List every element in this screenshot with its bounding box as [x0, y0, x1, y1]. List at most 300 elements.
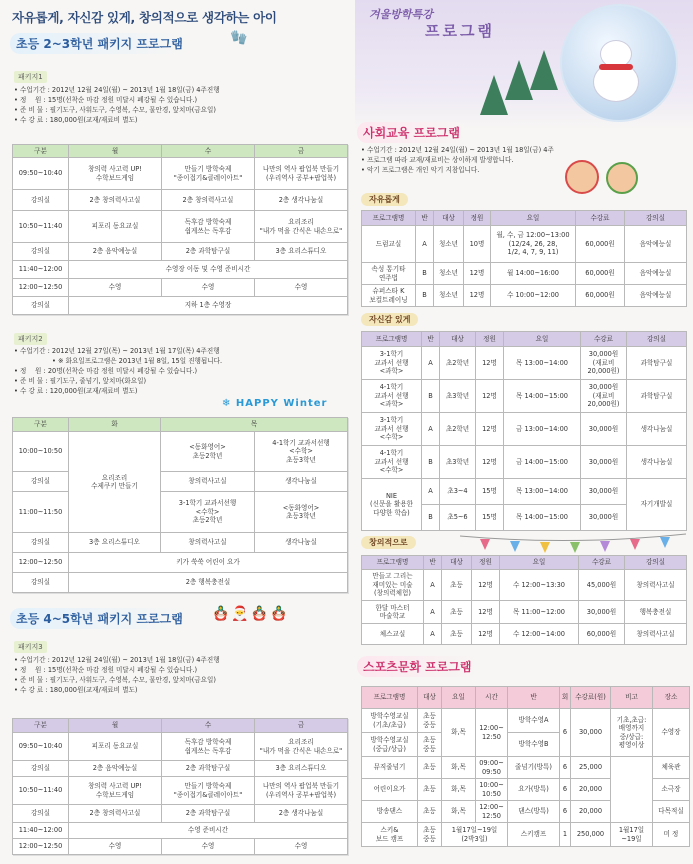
column-header: 프로그램명 — [362, 332, 422, 347]
free-table — [361, 210, 687, 307]
table-cell: 수영 준비시간 — [69, 823, 348, 839]
info-line: • 준 비 물 : 필기도구, 사워도구, 수영복, 수모, 물안경, 앞치마(금요일) — [14, 675, 220, 685]
table-cell: 10:50~11:40 — [13, 777, 69, 805]
table-row — [362, 380, 687, 413]
table-cell: B — [416, 263, 434, 285]
table-cell: 2층 과학탐구실 — [162, 805, 255, 823]
column-header: 정원 — [472, 556, 500, 570]
table-row — [13, 190, 348, 211]
column-header: 대상 — [418, 687, 442, 709]
table-cell: 12명 — [472, 624, 500, 645]
table-cell: 초등 중등 — [418, 709, 442, 733]
table-cell: 목 13:00~14:00 — [504, 347, 581, 380]
table-cell: 6 — [560, 801, 571, 823]
table-cell: 초3학년 — [440, 446, 476, 479]
table-cell: 15명 — [476, 505, 504, 531]
table-cell: 09:50~10:40 — [13, 733, 69, 761]
table-cell: 초등 — [418, 779, 442, 801]
table-cell: 수영장 이동 및 수영 준비시간 — [69, 261, 348, 279]
table-cell: 25,000 — [571, 757, 611, 779]
info-line: • 정 원 : 20명(선착순 마감 정원 미달시 폐강될 수 있습니다.) — [14, 366, 222, 376]
table-cell: 30,000원 — [581, 446, 627, 479]
table-cell: 피포리 동요교실 — [69, 211, 162, 243]
table-header — [362, 211, 687, 226]
info-line: • 수업기간 : 2012년 12월 24일(월) ~ 2013년 1월 18일(금) 4주진행 — [14, 85, 220, 95]
table-cell: A — [424, 601, 442, 624]
table-row — [13, 823, 348, 839]
table-cell: 초5~6 — [440, 505, 476, 531]
subhead-creative: 창의적으로 — [361, 536, 416, 549]
table-header — [362, 332, 687, 347]
table-cell: 생각나눔실 — [255, 533, 348, 553]
table-cell: A — [422, 479, 440, 505]
column-header: 정원 — [476, 332, 504, 347]
table-cell: 20,000 — [571, 779, 611, 801]
flag-icon — [540, 542, 550, 553]
table-cell: 60,000원 — [579, 624, 625, 645]
table-cell: 수영 — [69, 279, 162, 297]
table-cell: <동화영어> 초등3학년 — [255, 492, 348, 533]
table-cell: 독후감 방학숙제 쉽게쓰는 독후감 — [162, 211, 255, 243]
table-cell: B — [422, 380, 440, 413]
table-cell: 12명 — [472, 601, 500, 624]
table-cell: 요가(방특) — [508, 779, 560, 801]
table-cell: 30,000원 — [581, 413, 627, 446]
table-row — [362, 413, 687, 446]
table-cell: 3층 요리스튜디오 — [255, 761, 348, 777]
table-cell: 3-1학기 교과서 선행 <수학> — [362, 413, 422, 446]
table-cell — [611, 757, 653, 823]
table-cell: 2층 생각나눔실 — [255, 190, 348, 211]
confidence-table — [361, 331, 687, 531]
table-cell: 2층 생각나눔실 — [255, 805, 348, 823]
table-cell: 2층 과학탐구실 — [162, 243, 255, 261]
table-cell: 수영장 — [653, 709, 690, 757]
table-cell: 3-1학기 교과서 선행 <과학> — [362, 347, 422, 380]
table-cell: 초3~4 — [440, 479, 476, 505]
column-header: 대상 — [442, 556, 472, 570]
hero-title: 겨울방학특강 — [369, 8, 433, 21]
table-cell: 1 — [560, 823, 571, 847]
happy-winter-banner: ❄ HAPPY Winter — [222, 398, 328, 409]
table-cell: 키가 쑥쑥 어린이 요가 — [69, 553, 348, 573]
table-cell: 목 14:00~15:00 — [504, 505, 581, 531]
table-cell: 강의실 — [13, 573, 69, 593]
table-cell: 방학수영A — [508, 709, 560, 733]
table-row — [13, 432, 348, 472]
table-row — [13, 553, 348, 573]
sports-table — [361, 686, 690, 847]
table-cell: 댄스(방특) — [508, 801, 560, 823]
table-cell: 2층 행복충전실 — [69, 573, 348, 593]
table-cell: 6 — [560, 779, 571, 801]
table-cell: 3-1학기 교과서선행 <수학> 초등2학년 — [161, 492, 255, 533]
column-header: 수 — [162, 719, 255, 733]
table-row — [13, 777, 348, 805]
table-cell: 4-1학기 교과서 선행 <과학> — [362, 380, 422, 413]
table-cell: 강의실 — [13, 297, 69, 315]
column-header: 구분 — [13, 418, 69, 432]
column-header: 요일 — [442, 687, 476, 709]
package1-label: 패키지1 — [14, 71, 47, 83]
table-row — [362, 285, 687, 307]
table-cell: A — [424, 570, 442, 601]
table-cell: 방학수영B — [508, 733, 560, 757]
table-cell: 자기개발실 — [627, 479, 687, 531]
table-cell: 화,목 — [442, 757, 476, 779]
table-cell: 방송댄스 — [362, 801, 418, 823]
table-cell: 목 13:00~14:00 — [504, 479, 581, 505]
table-cell: 창의력 사고력 UP! 수학보드게임 — [69, 777, 162, 805]
table-cell: 2층 음악예능실 — [69, 761, 162, 777]
table-cell: 만들고 그리는 재미있는 미술 (창의력체험) — [362, 570, 424, 601]
mittens-icon: 🧤 — [230, 30, 248, 46]
table-row — [13, 533, 348, 553]
table-cell: 11:40~12:00 — [13, 261, 69, 279]
column-header: 요일 — [500, 556, 579, 570]
column-header: 정원 — [464, 211, 491, 226]
column-header: 화 — [69, 418, 161, 432]
table-cell: 12:00~12:50 — [13, 553, 69, 573]
scarf-icon — [599, 64, 633, 70]
slogan: 자유롭게, 자신감 있게, 창의적으로 생각하는 아이 — [12, 10, 277, 25]
table-cell: B — [416, 285, 434, 307]
table-cell: 피포리 동요교실 — [69, 733, 162, 761]
info-line: • ※ 화요일프로그램은 2013년 1월 8일, 15일 진행됩니다. — [14, 356, 222, 366]
column-header: 프로그램명 — [362, 556, 424, 570]
subhead-confidence: 자신감 있게 — [361, 313, 418, 326]
table-cell: 250,000 — [571, 823, 611, 847]
column-header: 구분 — [13, 145, 69, 158]
table-cell: 요리조리 "내가 먹을 간식은 내손으로" — [255, 733, 348, 761]
hero-subtitle: 프로그램 — [425, 22, 495, 40]
table-cell: 월 14:00~16:00 — [491, 263, 576, 285]
table-row — [13, 261, 348, 279]
flag-icon — [600, 541, 610, 552]
table-cell: 1월17일 ~19일 — [611, 823, 653, 847]
info-line: • 수 강 료 : 180,000원(교재/재료비 별도) — [14, 685, 220, 695]
table-cell: 강의실 — [13, 243, 69, 261]
table-row — [13, 243, 348, 261]
table-cell: 수 12:00~14:00 — [500, 624, 579, 645]
section-title-social: 사회교육 프로그램 — [357, 122, 466, 143]
table-row — [13, 761, 348, 777]
table-cell: 독후감 방학숙제 쉽게쓰는 독후감 — [162, 733, 255, 761]
table-cell: 수영 — [162, 279, 255, 297]
table-cell: 방학수영교실 (중급/상급) — [362, 733, 418, 757]
table-cell: 초등 중등 — [418, 733, 442, 757]
table-cell: 수영 — [69, 839, 162, 855]
table-cell: 음악예능실 — [625, 263, 687, 285]
table-cell: 3층 요리스튜디오 — [69, 533, 161, 553]
section-title-grade23: 초등 2~3학년 패키지 프로그램 — [10, 33, 189, 54]
table-cell: 30,000원 — [581, 479, 627, 505]
column-header: 시간 — [476, 687, 508, 709]
column-header: 프로그램명 — [362, 687, 418, 709]
table-row — [13, 839, 348, 855]
table-cell: 창의력사고실 — [161, 533, 255, 553]
table-cell: 요리조리 "내가 먹을 간식은 내손으로" — [255, 211, 348, 243]
table-cell: 10:00~ 10:50 — [476, 779, 508, 801]
table-cell: 4-1학기 교과서선행 <수학> 초등3학년 — [255, 432, 348, 472]
table-cell: 12:00~ 12:50 — [476, 709, 508, 757]
table-cell: 음악예능실 — [625, 226, 687, 263]
table-cell: B — [422, 505, 440, 531]
info-line: • 수업기간 : 2012년 12월 24일(월) ~ 2013년 1월 18일(금) 4주 — [361, 145, 554, 155]
table-cell: 한달 마스터 마술학교 — [362, 601, 424, 624]
info-line: • 악기 프로그램은 개인 악기 지참입니다. — [361, 165, 554, 175]
table-cell: A — [416, 226, 434, 263]
column-header: 강의실 — [625, 211, 687, 226]
table-cell: 강의실 — [13, 533, 69, 553]
info-line: • 정 원 : 15명(선착순 마감 정원 미달시 폐강될 수 있습니다.) — [14, 95, 220, 105]
table-cell: 4-1학기 교과서 선행 <수학> — [362, 446, 422, 479]
table-cell: 다목적실 — [653, 801, 690, 823]
table-cell: 화,목 — [442, 801, 476, 823]
table-cell: 슈퍼스타 K 보컬트레이닝 — [362, 285, 416, 307]
table-row — [13, 158, 348, 190]
column-header: 반 — [424, 556, 442, 570]
table-cell: 나만의 역사 팝업북 만들기 (우리역사 공부+팝업북) — [255, 158, 348, 190]
table-cell: 초3학년 — [440, 380, 476, 413]
table-cell: 2층 창의력사고실 — [69, 190, 162, 211]
banner-text: HAPPY Winter — [235, 398, 328, 409]
package1-info — [14, 85, 220, 125]
table-cell: 3층 요리스튜디오 — [255, 243, 348, 261]
column-header: 대상 — [440, 332, 476, 347]
package1-table — [12, 144, 348, 315]
table-cell: 12명 — [472, 570, 500, 601]
table-cell: 음악예능실 — [625, 285, 687, 307]
table-row — [13, 492, 348, 533]
info-line: • 준 비 물 : 필기도구, 사워도구, 수영복, 수모, 물안경, 앞치마(금요일) — [14, 105, 220, 115]
table-cell: 10:00~10:50 — [13, 432, 69, 472]
table-cell: 목 11:00~12:00 — [500, 601, 579, 624]
table-cell: 과학탐구실 — [627, 347, 687, 380]
social-info — [361, 145, 554, 175]
table-cell: 목 14:00~15:00 — [504, 380, 581, 413]
column-header: 수강료 — [581, 332, 627, 347]
matryoshka-dolls-icon: 🪆🎅🪆🪆 — [212, 606, 290, 622]
section-title-sports: 스포츠문화 프로그램 — [357, 656, 478, 677]
table-cell: 만들기 방학숙제 "종이접기&클레이아트" — [162, 777, 255, 805]
info-line: • 준 비 물 : 필기도구, 줄넘기, 앞치마(화요일) — [14, 376, 222, 386]
table-row — [13, 805, 348, 823]
table-cell: 45,000원 — [579, 570, 625, 601]
table-row — [362, 446, 687, 479]
table-cell: 생각나눔실 — [627, 413, 687, 446]
table-cell: 12:00~12:50 — [13, 839, 69, 855]
table-cell: 30,000원 — [579, 601, 625, 624]
table-row — [362, 226, 687, 263]
column-header: 반 — [422, 332, 440, 347]
table-cell: <동화영어> 초등2학년 — [161, 432, 255, 472]
package3-label: 패키지3 — [14, 641, 47, 653]
table-cell: 금 14:00~15:00 — [504, 446, 581, 479]
info-line: • 수 강 료 : 120,000원(교재/재료비 별도) — [14, 386, 222, 396]
table-cell: 스키캠프 — [508, 823, 560, 847]
table-cell: 6 — [560, 709, 571, 757]
table-cell: 수 12:00~13:30 — [500, 570, 579, 601]
table-header — [362, 556, 687, 570]
table-cell: 생각나눔실 — [627, 446, 687, 479]
table-cell: 09:50~10:40 — [13, 158, 69, 190]
table-cell: 체육관 — [653, 757, 690, 779]
table-row — [362, 709, 690, 733]
table-cell: 12명 — [464, 263, 491, 285]
table-row — [362, 823, 690, 847]
column-header: 강의실 — [625, 556, 687, 570]
column-header: 요일 — [504, 332, 581, 347]
table-cell: A — [422, 413, 440, 446]
table-cell: 행복충전실 — [625, 601, 687, 624]
table-row — [13, 297, 348, 315]
table-cell: 소극장 — [653, 779, 690, 801]
table-cell: 60,000원 — [576, 285, 625, 307]
table-row — [362, 601, 687, 624]
table-cell: A — [422, 347, 440, 380]
table-header — [13, 719, 348, 733]
column-header: 대상 — [434, 211, 464, 226]
bunting-flags-icon — [460, 532, 686, 556]
column-header: 요일 — [491, 211, 576, 226]
table-cell: 12명 — [476, 380, 504, 413]
table-cell: 초등 중등 — [418, 823, 442, 847]
column-header: 월 — [69, 145, 162, 158]
table-cell: 요리조리 수제쿠키 만들기 — [69, 432, 161, 533]
table-cell: 12:00~ 12:50 — [476, 801, 508, 823]
table-cell: 청소년 — [434, 226, 464, 263]
table-cell: 방학수영교실 (기초/초급) — [362, 709, 418, 733]
table-cell: 2층 음악예능실 — [69, 243, 162, 261]
table-cell: 화,목 — [442, 709, 476, 757]
table-cell: 20,000 — [571, 801, 611, 823]
table-cell: 수영 — [255, 839, 348, 855]
table-cell: 6 — [560, 757, 571, 779]
column-header: 회 — [560, 687, 571, 709]
column-header: 수 — [162, 145, 255, 158]
bunting-string — [460, 534, 686, 541]
table-cell: 수 10:00~12:00 — [491, 285, 576, 307]
table-cell: 초2학년 — [440, 347, 476, 380]
table-cell: 창의력사고실 — [625, 570, 687, 601]
table-cell: 30,000원 (재료비 20,000원) — [581, 347, 627, 380]
table-cell: 강의실 — [13, 472, 69, 492]
package2-label: 패키지2 — [14, 333, 47, 345]
package2-table — [12, 417, 348, 593]
info-line: • 프로그램 따라 교재/재료비는 상이하게 발생합니다. — [361, 155, 554, 165]
column-header: 장소 — [653, 687, 690, 709]
section-title-grade45: 초등 4~5학년 패키지 프로그램 — [10, 608, 189, 629]
table-cell: 만들기 방학숙제 "종이접기&클레이아트" — [162, 158, 255, 190]
child-icon — [606, 162, 638, 194]
table-row — [362, 479, 687, 505]
tree-icon — [505, 60, 533, 100]
table-cell: 체스교실 — [362, 624, 424, 645]
table-cell: 금 13:00~14:00 — [504, 413, 581, 446]
table-cell: 60,000원 — [576, 226, 625, 263]
table-cell: 60,000원 — [576, 263, 625, 285]
table-cell: 월, 수, 금 12:00~13:00 (12/24, 26, 28, 1/2, 4, 7, 9, 11) — [491, 226, 576, 263]
table-cell: 창의력사고실 — [625, 624, 687, 645]
flag-icon — [570, 542, 580, 553]
table-row — [362, 347, 687, 380]
table-cell: 2층 창의력사고실 — [162, 190, 255, 211]
column-header: 수강료 — [579, 556, 625, 570]
info-line: • 수 강 료 : 180,000원(교재/재료비 별도) — [14, 115, 220, 125]
table-cell: 12명 — [464, 285, 491, 307]
table-cell: 강의실 — [13, 805, 69, 823]
column-header: 구분 — [13, 719, 69, 733]
table-cell: 12명 — [476, 446, 504, 479]
table-cell: 초등 — [442, 570, 472, 601]
column-header: 금 — [255, 145, 348, 158]
table-cell: 30,000원 — [581, 505, 627, 531]
table-row — [13, 279, 348, 297]
table-cell: 12:00~12:50 — [13, 279, 69, 297]
table-cell: A — [424, 624, 442, 645]
table-cell: 10:50~11:40 — [13, 211, 69, 243]
table-cell: 강의실 — [13, 761, 69, 777]
table-cell: 청소년 — [434, 285, 464, 307]
table-cell: 초등 — [442, 601, 472, 624]
table-cell: 기초,초급: 배영까지 중/상급: 평영이상 — [611, 709, 653, 757]
table-cell: 나만의 역사 팝업북 만들기 (우리역사 공부+팝업북) — [255, 777, 348, 805]
table-row — [13, 573, 348, 593]
table-cell: 수영 — [162, 839, 255, 855]
table-header — [13, 418, 348, 432]
table-cell: 15명 — [476, 479, 504, 505]
table-cell: 11:00~11:50 — [13, 492, 69, 533]
table-cell: 30,000원 (재료비 20,000원) — [581, 380, 627, 413]
column-header: 반 — [416, 211, 434, 226]
package3-table — [12, 718, 348, 855]
table-row — [362, 263, 687, 285]
table-header — [13, 145, 348, 158]
table-cell: 스키& 보드 캠프 — [362, 823, 418, 847]
package2-info — [14, 346, 222, 396]
table-cell: 12명 — [476, 413, 504, 446]
table-cell: 초등 — [418, 757, 442, 779]
table-cell: 초등 — [442, 624, 472, 645]
column-header: 수강료(원) — [571, 687, 611, 709]
subhead-free: 자유롭게 — [361, 193, 408, 206]
table-cell: 창의력사고실 — [161, 472, 255, 492]
table-cell: 어린이요가 — [362, 779, 418, 801]
table-cell: 강의실 — [13, 190, 69, 211]
column-header: 목 — [161, 418, 348, 432]
table-cell: 12명 — [476, 347, 504, 380]
column-header: 프로그램명 — [362, 211, 416, 226]
table-row — [13, 211, 348, 243]
table-cell: 10명 — [464, 226, 491, 263]
table-cell: 수영 — [255, 279, 348, 297]
column-header: 강의실 — [627, 332, 687, 347]
table-row — [362, 624, 687, 645]
table-cell: 초등 — [418, 801, 442, 823]
table-cell: 2층 창의력사고실 — [69, 805, 162, 823]
table-cell: B — [422, 446, 440, 479]
table-cell: 2층 과학탐구실 — [162, 761, 255, 777]
flag-icon — [510, 541, 520, 552]
table-cell: 화,목 — [442, 779, 476, 801]
package3-info — [14, 655, 220, 695]
table-cell: 미 정 — [653, 823, 690, 847]
flag-icon — [630, 539, 640, 550]
table-cell: 과학탐구실 — [627, 380, 687, 413]
column-header: 수강료 — [576, 211, 625, 226]
table-cell: 30,000 — [571, 709, 611, 757]
